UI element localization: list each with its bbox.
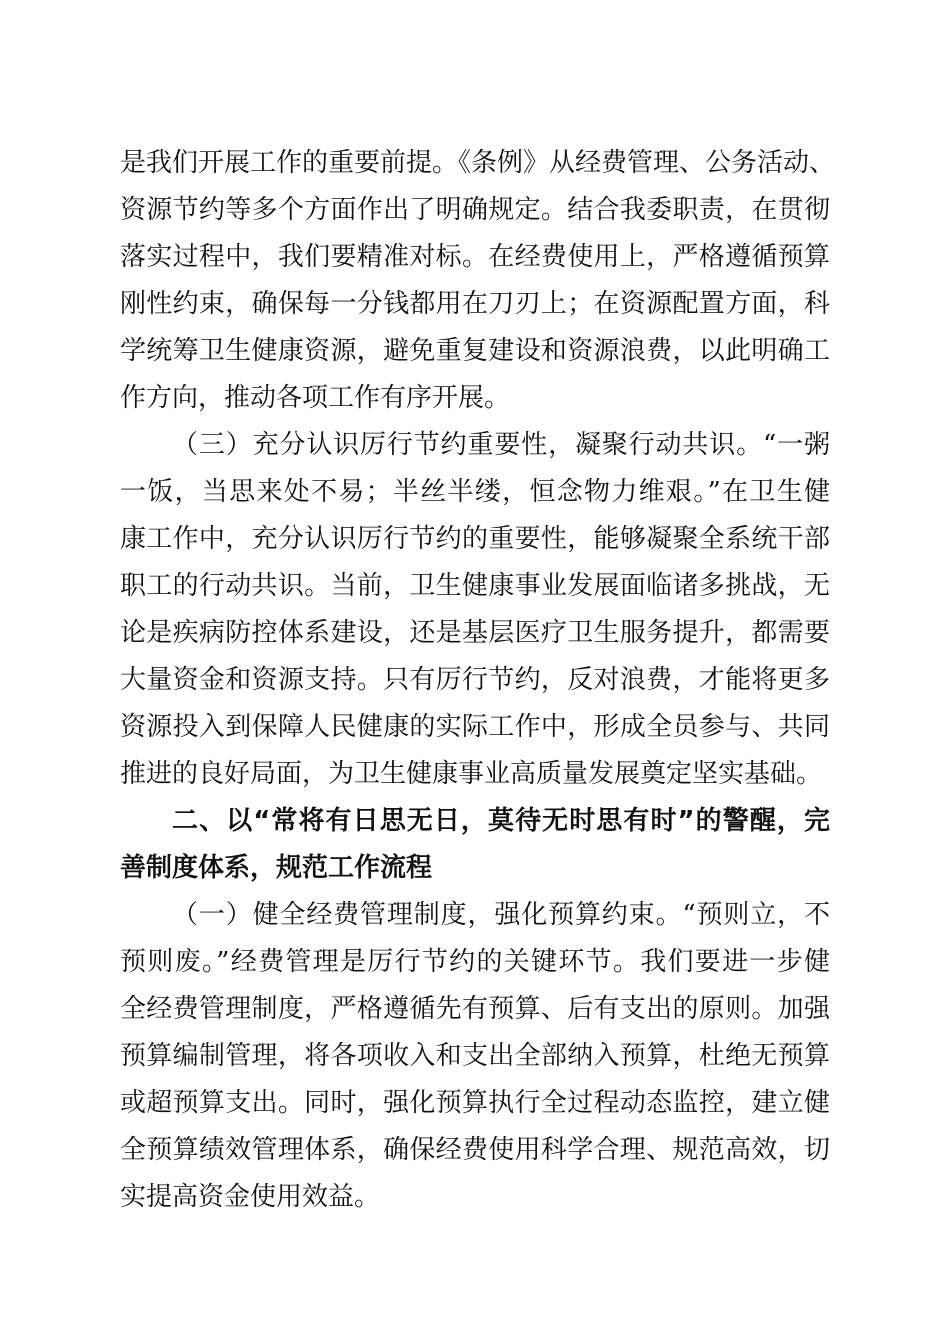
text-line: 推进的良好局面，为卫生健康事业高质量发展奠定坚实基础。 [120,759,823,789]
text-line: 资源节约等多个方面作出了明确规定。结合我委职责，在贯彻 [120,195,830,225]
text-line: 学统筹卫生健康资源，避免重复建设和资源浪费，以此明确工 [120,336,830,366]
text-line: 或超预算支出。同时，强化预算执行全过程动态监控，建立健 [120,1088,830,1118]
text-line: 是我们开展工作的重要前提。《条例》从经费管理、公务活动、 [120,148,836,178]
text-line: 作方向，推动各项工作有序开展。 [120,383,511,413]
text-line: 预则废。”经费管理是厉行节约的关键环节。我们要进一步健 [120,947,830,977]
text-line: 实提高资金使用效益。 [120,1182,381,1212]
text-line: （三）充分认识厉行节约重要性，凝聚行动共识。“一粥 [172,430,830,460]
text-line: 职工的行动共识。当前，卫生健康事业发展面临诸多挑战，无 [120,571,830,601]
text-line: 预算编制管理，将各项收入和支出全部纳入预算，杜绝无预算 [120,1041,830,1071]
text-line: 刚性约束，确保每一分钱都用在刀刃上；在资源配置方面，科 [120,289,830,319]
heading-line: 二、以“常将有日思无日，莫待无时思有时”的警醒，完 [172,806,830,836]
text-line: 全预算绩效管理体系，确保经费使用科学合理、规范高效，切 [120,1135,830,1165]
heading-line: 善制度体系，规范工作流程 [120,853,433,883]
text-line: 一饭，当思来处不易；半丝半缕，恒念物力维艰。”在卫生健 [120,477,830,507]
text-line: 全经费管理制度，严格遵循先有预算、后有支出的原则。加强 [120,994,830,1024]
text-line: 康工作中，充分认识厉行节约的重要性，能够凝聚全系统干部 [120,524,830,554]
text-line: 论是疾病防控体系建设，还是基层医疗卫生服务提升，都需要 [120,618,830,648]
text-line: （一）健全经费管理制度，强化预算约束。“预则立，不 [172,900,830,930]
text-line: 资源投入到保障人民健康的实际工作中，形成全员参与、共同 [120,712,830,742]
text-line: 大量资金和资源支持。只有厉行节约，反对浪费，才能将更多 [120,665,830,695]
text-line: 落实过程中，我们要精准对标。在经费使用上，严格遵循预算 [120,242,830,272]
